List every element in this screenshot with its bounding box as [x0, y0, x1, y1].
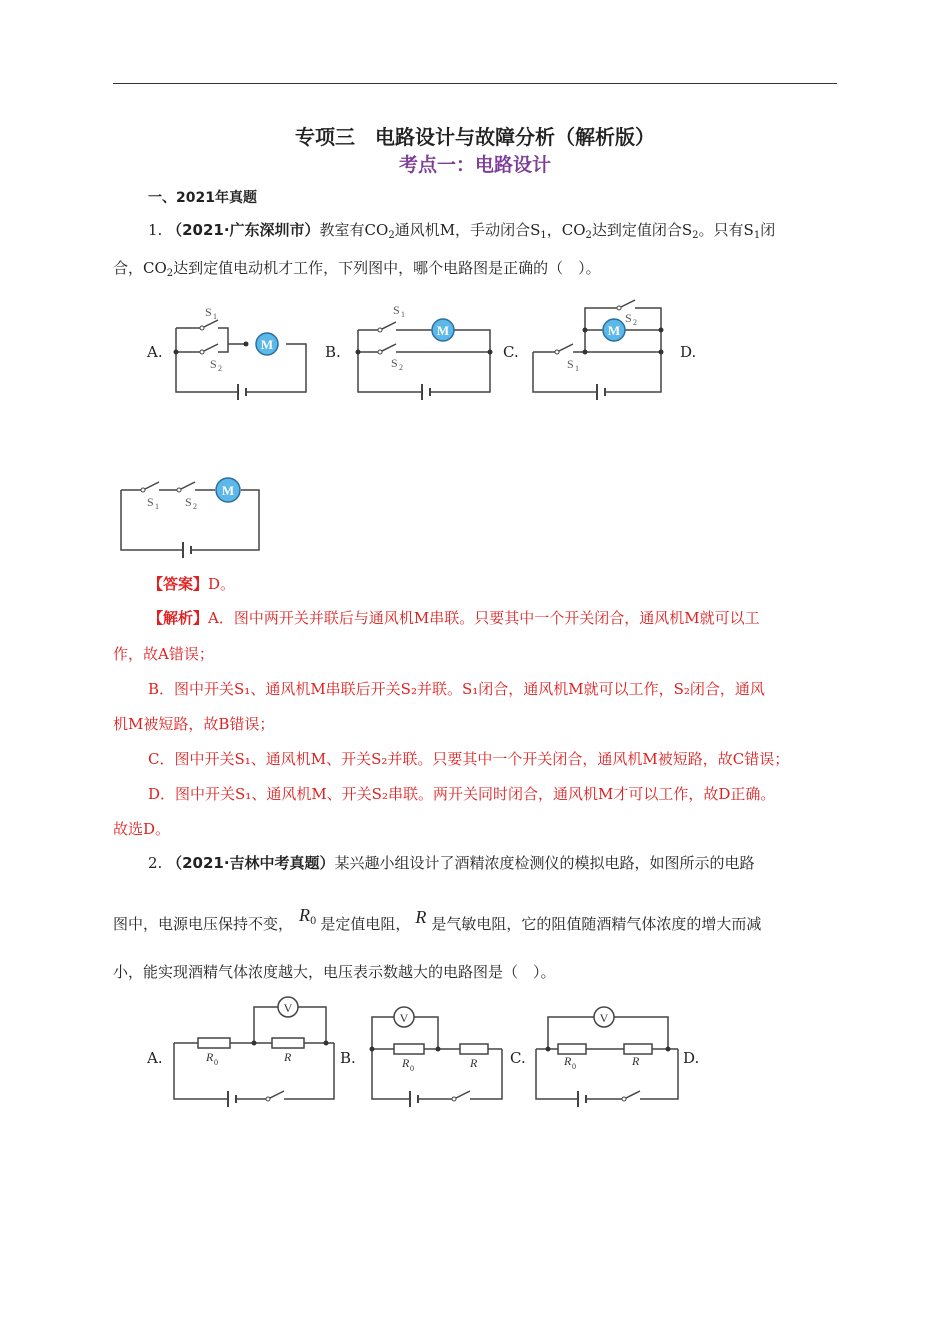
voltmeter-label: V — [399, 1011, 409, 1025]
r0-symbol: R — [299, 905, 311, 925]
resistor-r0 — [394, 1044, 424, 1054]
switch-sub: 2 — [218, 364, 222, 373]
q1-option-c-label: C. — [503, 343, 519, 361]
q2-option-c-label: C. — [510, 1049, 526, 1067]
q2-text: 是定值电阻， — [320, 915, 411, 933]
q2-circuit-a — [168, 995, 340, 1107]
subscript: 1 — [753, 230, 761, 241]
resistor-r — [272, 1038, 304, 1048]
resistor-r0 — [198, 1038, 230, 1048]
q1-analysis-line: 机M被短路，故B错误； — [113, 715, 275, 733]
r0-label: R — [206, 1050, 214, 1064]
q1-option-a-label: A. — [147, 343, 163, 361]
r-symbol: R — [415, 907, 427, 927]
q2-option-b-label: B. — [340, 1049, 356, 1067]
switch-sub: 1 — [213, 312, 217, 321]
r0-subscript: 0 — [310, 916, 317, 927]
switch-sub: 1 — [155, 502, 159, 511]
q1-text: 通风机M，手动闭合S — [394, 221, 541, 239]
q1-text: 合，CO — [113, 259, 167, 277]
q1-analysis-line: C．图中开关S₁、通风机M、开关S₂并联。只要其中一个开关闭合，通风机M被短路，故C错误； — [148, 750, 790, 768]
analysis-text: A．图中两开关并联后与通风机M串联。只要其中一个开关闭合，通风机M就可以工 — [208, 609, 760, 627]
q1-line2 — [113, 258, 601, 284]
q1-source: （2021·广东深圳市） — [167, 221, 320, 239]
q1-analysis-line: 故选D。 — [113, 820, 171, 838]
r-label: R — [284, 1050, 292, 1064]
switch-label: S — [393, 303, 400, 317]
q1-text: 。只有S — [698, 221, 754, 239]
switch-label: S — [567, 357, 574, 371]
subscript: 2 — [166, 268, 174, 279]
q2-text: 图中，电源电压保持不变， — [113, 915, 294, 933]
q1-option-b-label: B. — [325, 343, 341, 361]
switch-sub: 1 — [401, 310, 405, 319]
switch-label: S — [391, 356, 398, 370]
resistor-r — [460, 1044, 488, 1054]
q1-circuit-b — [350, 300, 498, 402]
resistor-r0 — [558, 1044, 586, 1054]
r0-sub: 0 — [572, 1062, 576, 1071]
r-label: R — [470, 1056, 478, 1070]
q1-analysis-line: 作，故A错误； — [113, 645, 214, 663]
q2-text: 某兴趣小组设计了酒精浓度检测仪的模拟电路，如图所示的电路 — [334, 854, 755, 872]
answer-text: D。 — [208, 575, 236, 593]
subscript: 2 — [585, 230, 592, 241]
q1-line1 — [148, 220, 775, 246]
switch-sub: 2 — [633, 318, 637, 327]
q1-analysis-line: B．图中开关S₁、通风机M串联后开关S₂并联。S₁闭合，通风机M就可以工作，S₂闭合，通风 — [148, 680, 765, 698]
page-title: 专项三 电路设计与故障分析（解析版） — [295, 125, 655, 149]
answer-tag: 【答案】 — [148, 575, 209, 593]
q2-line3: 小，能实现酒精气体浓度越大，电压表示数越大的电路图是（ ）。 — [113, 963, 556, 981]
switch-label: S — [205, 305, 212, 319]
analysis-tag: 【解析】 — [148, 609, 209, 627]
q1-number: 1. — [148, 221, 163, 239]
r0-sub: 0 — [214, 1058, 218, 1067]
q2-circuit-c — [530, 1003, 682, 1107]
q2-number: 2. — [148, 854, 163, 872]
switch-label: S — [625, 311, 632, 325]
switch-sub: 2 — [399, 363, 403, 372]
q1-circuit-a — [168, 300, 313, 402]
q1-circuit-c — [527, 290, 667, 402]
q2-option-d-label: D. — [683, 1049, 700, 1067]
q1-option-d-label: D. — [680, 343, 697, 361]
q2-option-a-label: A. — [147, 1049, 163, 1067]
q1-text: 达到定值闭合S — [591, 221, 693, 239]
switch-label: S — [185, 495, 192, 509]
q1-text: 达到定值电动机才工作，下列图中，哪个电路图是正确的（ ）。 — [173, 259, 601, 277]
q2-circuit-b — [362, 1003, 510, 1107]
q1-analysis-line: D．图中开关S₁、通风机M、开关S₂串联。两开关同时闭合，通风机M才可以工作，故D正确。 — [148, 785, 776, 803]
subscript: 1 — [540, 230, 547, 241]
motor-label: M — [607, 323, 621, 338]
r0-sub: 0 — [410, 1064, 414, 1073]
section-heading: 一、2021年真题 — [148, 190, 257, 206]
motor-label: M — [260, 337, 274, 352]
subscript: 2 — [388, 230, 395, 241]
motor-label: M — [436, 323, 450, 338]
q2-text: 是气敏电阻，它的阻值随酒精气体浓度的增大而减 — [431, 915, 762, 933]
voltmeter-label: V — [283, 1001, 293, 1015]
switch-sub: 2 — [193, 502, 197, 511]
q1-text: 教室有CO — [319, 221, 389, 239]
q1-text: 闭 — [760, 221, 776, 239]
q2-line2 — [113, 905, 762, 940]
switch-label: S — [210, 357, 217, 371]
q1-circuit-d — [113, 470, 268, 560]
q2-line1 — [148, 853, 755, 873]
r0-label: R — [564, 1054, 572, 1068]
header-rule — [113, 83, 837, 84]
motor-label: M — [221, 483, 235, 498]
q1-text: ，CO — [546, 221, 586, 239]
q1-answer — [148, 574, 235, 594]
r0-label: R — [402, 1056, 410, 1070]
page-subtitle: 考点一：电路设计 — [398, 154, 551, 176]
resistor-r — [624, 1044, 652, 1054]
switch-sub: 1 — [575, 364, 579, 373]
switch-label: S — [147, 495, 154, 509]
subscript: 2 — [692, 230, 699, 241]
q2-source: （2021·吉林中考真题） — [167, 854, 335, 872]
q1-analysis-line — [148, 608, 760, 628]
r-label: R — [632, 1054, 640, 1068]
voltmeter-label: V — [599, 1011, 609, 1025]
